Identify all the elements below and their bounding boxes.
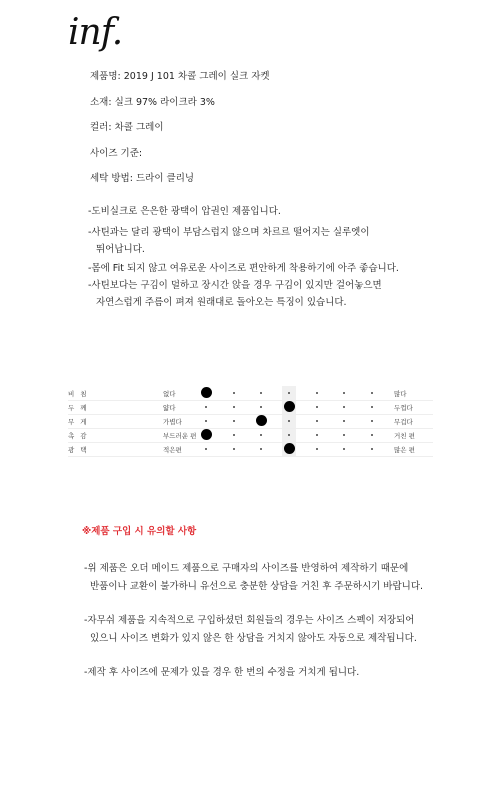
- scale-tick: [205, 448, 207, 450]
- scale-row: [68, 414, 433, 429]
- scale-high-label: 많은 편: [394, 446, 415, 454]
- notice-line: 있으니 사이즈 변화가 있지 않은 한 상담을 거치지 않아도 자동으로 제작됩니다.: [90, 633, 417, 644]
- scale-tick: [288, 420, 290, 422]
- scale-high-label: 두껍다: [394, 404, 413, 412]
- spec-value: 2019 J 101 차콜 그레이 실크 자켓: [123, 71, 270, 82]
- scale-high-label: 많다: [394, 390, 407, 398]
- scale-selected-marker: [201, 387, 212, 398]
- description-line: -사틴과는 달리 광택이 부담스럽지 않으며 차르르 떨어지는 실루엣이: [88, 227, 370, 238]
- spec-washing: [90, 170, 194, 184]
- scale-tick: [260, 392, 262, 394]
- scale-tick: [233, 434, 235, 436]
- description-line: -사틴보다는 구김이 덜하고 장시간 앉을 경우 구김이 있지만 걸어놓으면: [88, 280, 382, 291]
- scale-tick: [316, 434, 318, 436]
- scale-row: [68, 428, 433, 443]
- spec-label: 제품명:: [90, 71, 121, 82]
- scale-low-label: 없다: [163, 390, 176, 398]
- notice-title: ※제품 구입 시 유의할 사항: [82, 526, 197, 537]
- scale-tick: [343, 406, 345, 408]
- spec-size-standard: [90, 145, 142, 159]
- scale-selected-marker: [284, 443, 295, 454]
- scale-tick: [316, 448, 318, 450]
- notice-line: -자무쉬 제품을 지속적으로 구입하셨던 회원들의 경우는 사이즈 스펙이 저장되어: [84, 615, 415, 626]
- scale-high-label: 무겁다: [394, 418, 413, 426]
- scale-tick: [233, 448, 235, 450]
- spec-product-name: [90, 68, 270, 82]
- scale-tick: [343, 434, 345, 436]
- scale-attribute: 촉감: [68, 432, 93, 440]
- scale-tick: [371, 434, 373, 436]
- scale-tick: [260, 448, 262, 450]
- scale-tick: [288, 392, 290, 394]
- description-line: 뛰어납니다.: [96, 244, 145, 255]
- notice-line: 반품이나 교환이 불가하니 유선으로 충분한 상담을 거친 후 주문하시기 바랍니다.: [90, 581, 424, 592]
- spec-color: [90, 119, 164, 133]
- spec-label: 사이즈 기준:: [90, 148, 143, 159]
- scale-tick: [233, 420, 235, 422]
- scale-attribute: 무게: [68, 418, 93, 426]
- scale-attribute: 비침: [68, 390, 93, 398]
- spec-label: 세탁 방법:: [90, 173, 133, 184]
- scale-tick: [371, 448, 373, 450]
- description-line: 자연스럽게 주름이 펴져 원래대로 돌아오는 특징이 있습니다.: [96, 297, 347, 308]
- scale-tick: [343, 392, 345, 394]
- scale-tick: [233, 392, 235, 394]
- scale-attribute: 광택: [68, 446, 93, 454]
- scale-tick: [316, 420, 318, 422]
- scale-low-label: 가볍다: [163, 418, 182, 426]
- spec-value: 실크 97% 라이크라 3%: [114, 97, 215, 108]
- scale-row: [68, 386, 433, 401]
- spec-value: 드라이 클리닝: [135, 173, 195, 184]
- scale-low-label: 얇다: [163, 404, 176, 412]
- scale-selected-marker: [284, 401, 295, 412]
- spec-label: 컬러:: [90, 122, 112, 133]
- scale-tick: [316, 392, 318, 394]
- scale-high-label: 거친 편: [394, 432, 415, 440]
- description-line: -몸에 Fit 되지 않고 여유로운 사이즈로 편안하게 착용하기에 아주 좋습니다.: [88, 263, 399, 274]
- scale-selected-marker: [256, 415, 267, 426]
- scale-tick: [205, 420, 207, 422]
- description-line: -도비실크로 은은한 광택이 압권인 제품입니다.: [88, 206, 281, 217]
- scale-row: [68, 400, 433, 415]
- scale-tick: [260, 406, 262, 408]
- scale-tick: [205, 406, 207, 408]
- notice-line: -위 제품은 오더 메이드 제품으로 구매자의 사이즈를 반영하여 제작하기 때문에: [84, 563, 409, 574]
- scale-tick: [343, 448, 345, 450]
- scale-low-label: 적은편: [163, 446, 182, 454]
- spec-material: [90, 94, 215, 108]
- notice-line: -제작 후 사이즈에 문제가 있을 경우 한 번의 수정을 거치게 됩니다.: [84, 667, 360, 678]
- spec-label: 소재:: [90, 97, 112, 108]
- scale-selected-marker: [201, 429, 212, 440]
- scale-tick: [343, 420, 345, 422]
- scale-low-label: 부드러운 편: [163, 432, 197, 440]
- spec-value: 차콜 그레이: [114, 122, 164, 133]
- scale-tick: [371, 392, 373, 394]
- scale-row: [68, 442, 433, 457]
- brand-logo: inf.: [68, 12, 123, 53]
- scale-tick: [316, 406, 318, 408]
- scale-tick: [260, 434, 262, 436]
- scale-tick: [288, 434, 290, 436]
- scale-attribute: 두께: [68, 404, 93, 412]
- scale-tick: [371, 420, 373, 422]
- scale-tick: [371, 406, 373, 408]
- scale-tick: [233, 406, 235, 408]
